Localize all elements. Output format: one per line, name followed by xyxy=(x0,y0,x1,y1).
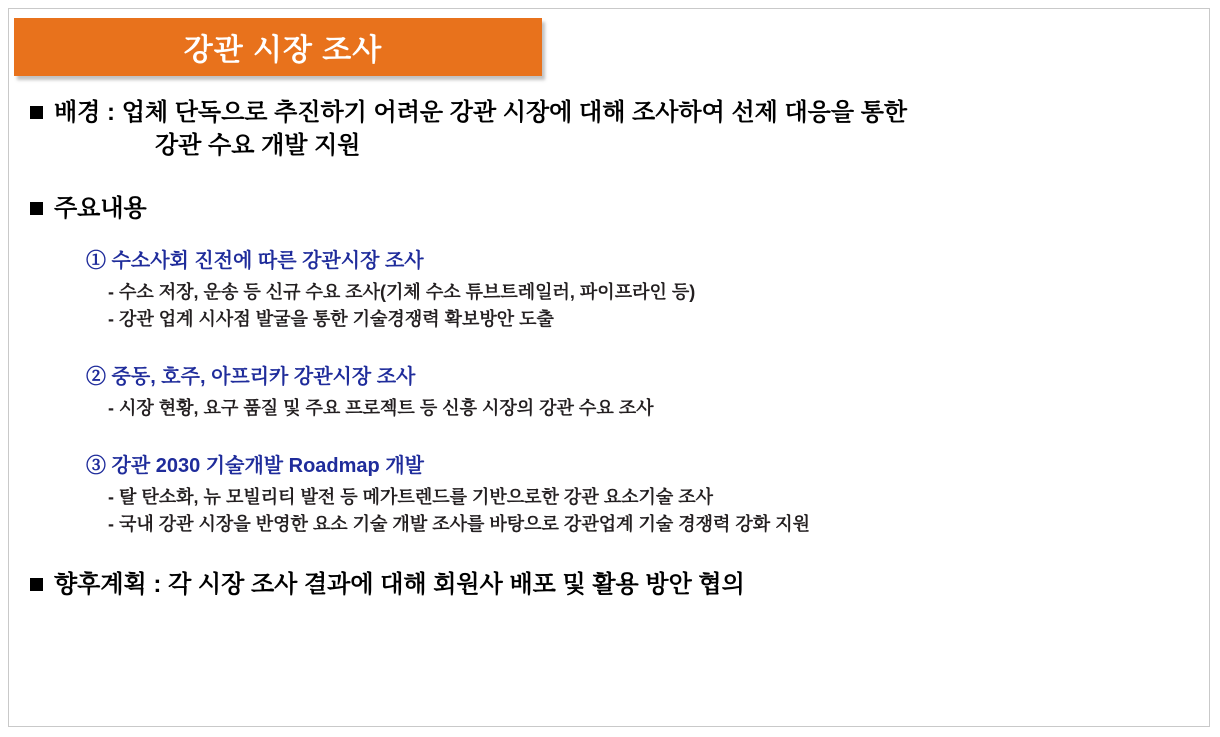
item-heading-3: ③ 강관 2030 기술개발 Roadmap 개발 xyxy=(86,455,424,478)
item-detail-1-2: - 강관 업계 시사점 발굴을 통한 기술경쟁력 확보방안 도출 xyxy=(108,309,554,330)
square-bullet-icon xyxy=(30,578,43,591)
section-future-plan xyxy=(30,568,1190,601)
section-main-content xyxy=(30,192,1190,225)
spacer xyxy=(30,538,1190,568)
item-detail-2-1: - 시장 현황, 요구 품질 및 주요 프로젝트 등 신흥 시장의 강관 수요 조사 xyxy=(108,398,654,419)
square-bullet-icon xyxy=(30,106,43,119)
section-main-content-label: 주요내용 xyxy=(54,195,147,223)
spacer xyxy=(30,422,1190,452)
section-background-label: 배경 : 업체 단독으로 추진하기 어려운 강관 시장에 대해 조사하여 선제 대응을 통한 xyxy=(54,99,908,126)
section-background-label-continued: 강관 수요 개발 지원 xyxy=(155,132,361,160)
item-detail-3-2: - 국내 강관 시장을 반영한 요소 기술 개발 조사를 바탕으로 강관업계 기술 경쟁력 강화 지원 xyxy=(108,514,810,535)
item-detail-3-1: - 탈 탄소화, 뉴 모빌리티 발전 등 메가트렌드를 기반으로한 강관 요소기술 조사 xyxy=(108,487,714,508)
slide-title-banner xyxy=(14,18,542,76)
slide-content xyxy=(30,96,1190,601)
spacer xyxy=(30,333,1190,363)
square-bullet-icon xyxy=(30,202,43,215)
section-background xyxy=(30,96,1190,129)
item-heading-1: ① 수소사회 진전에 따른 강관시장 조사 xyxy=(86,250,424,273)
spacer xyxy=(30,162,1190,192)
section-future-plan-label: 향후계획 : 각 시장 조사 결과에 대해 회원사 배포 및 활용 방안 협의 xyxy=(54,571,745,599)
page-title: 강관 시장 조사 xyxy=(183,34,383,67)
item-detail-1-1: - 수소 저장, 운송 등 신규 수요 조사(기체 수소 튜브트레일러, 파이프라인 등) xyxy=(108,282,696,303)
item-heading-2: ② 중동, 호주, 아프리카 강관시장 조사 xyxy=(86,366,416,389)
spacer xyxy=(30,225,1190,247)
